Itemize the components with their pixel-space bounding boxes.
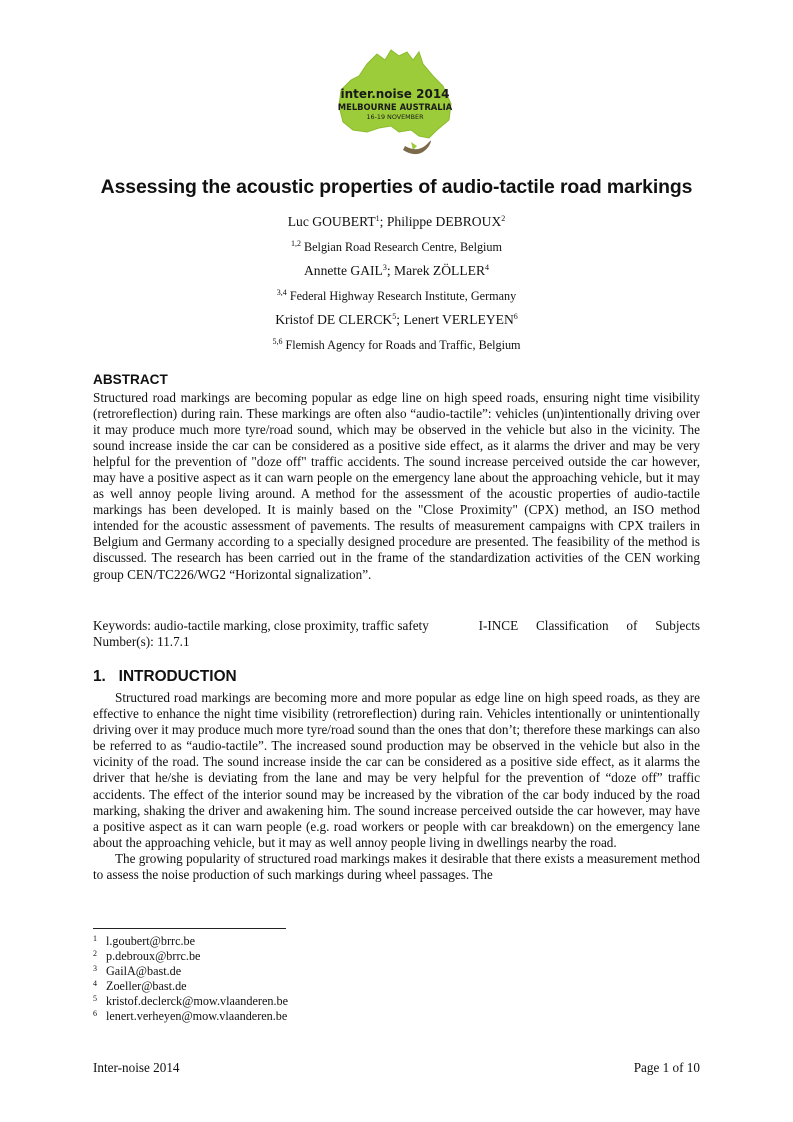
footnote-item xyxy=(93,994,288,1009)
author-sup: 6 xyxy=(513,312,518,321)
conference-logo xyxy=(333,46,457,164)
australia-map-logo-icon xyxy=(333,46,457,164)
affiliation-text: Belgian Road Research Centre, Belgium xyxy=(304,240,503,254)
footnote-number: 3 xyxy=(93,963,97,973)
author-name: Kristof DE CLERCK xyxy=(275,312,393,327)
footnote-email-link[interactable]: lenert.verheyen@mow.vlaanderen.be xyxy=(106,1008,288,1023)
footnote-number: 6 xyxy=(93,1008,97,1018)
footnote-email-link[interactable]: Zoeller@bast.de xyxy=(106,978,187,993)
footer-conference: Inter-noise 2014 xyxy=(93,1060,180,1075)
keywords-block xyxy=(93,618,700,650)
footnote-item xyxy=(93,979,288,994)
footnote-item xyxy=(93,964,288,979)
footnotes xyxy=(93,934,288,1023)
classification-word: I-INCE xyxy=(478,618,519,633)
footnote-number: 4 xyxy=(93,978,97,988)
keywords-text xyxy=(93,618,429,634)
footnote-number: 1 xyxy=(93,934,97,943)
introduction-body xyxy=(93,690,700,883)
section-heading-introduction: 1. INTRODUCTION xyxy=(93,668,237,685)
author-name: Lenert VERLEYEN xyxy=(403,312,514,327)
classification-word: Subjects xyxy=(655,618,700,633)
abstract-heading: ABSTRACT xyxy=(93,372,168,387)
author-sup: 2 xyxy=(501,214,506,223)
paragraph: Structured road markings are becoming more and more popular as edge line on high speed roads, as they are effective to enhance the night time visibility (retroreflection) during rain. Vehicles intentionally or unintentionally driving over it may produce much more tyre/road sound than the ones that don’t; therefore these markings can also be referred to as “audio-tactile”. The increased sound production may be observed in the vehicle but also in the vicinity of the road. The sound increase inside the car can be considered as a positive side effect, as it alarms the driver that he/she is deviating from the lane and may be very helpful for the prevention of “doze off” traffic accidents. The effect of the interior sound may be increased by the vibration of the car body induced by the road marking, shaking the driver and awakening him. The sound increase perceived outside the car however, may have a positive aspect as it can warn people (e.g. road workers or people with car breakdown) on the emergency lane about the approaching vehicle, but it may as well annoy people living in dwellings nearby the road. xyxy=(93,690,700,850)
footnote-number: 2 xyxy=(93,948,97,958)
author-sup: 3 xyxy=(382,263,387,272)
page-number: Page 1 of 10 xyxy=(633,1060,700,1075)
author-sup: 1 xyxy=(375,214,380,223)
keywords-line-2: Number(s): 11.7.1 xyxy=(93,634,190,650)
author-line-2: Annette GAIL$^3$; Marek ZÖLLER$^4$ xyxy=(303,263,490,278)
author-name: Annette GAIL xyxy=(303,263,383,278)
affiliation-sup: 5,6 xyxy=(272,337,283,346)
author-sup: 4 xyxy=(485,263,490,272)
footnote-email-link[interactable]: p.debroux@brrc.be xyxy=(106,948,201,963)
affiliation-line-2 xyxy=(93,289,700,304)
footnote-email-link[interactable]: GailA@bast.de xyxy=(106,963,182,978)
page-footer xyxy=(93,1060,700,1076)
footnote-rule xyxy=(93,928,286,929)
author-name: Marek ZÖLLER xyxy=(394,263,486,278)
affiliation-sup: 1,2 xyxy=(290,239,301,248)
keywords-label: Keywords: xyxy=(93,618,151,633)
paper-title: Assessing the acoustic properties of audio-tactile road markings xyxy=(100,176,693,198)
affiliation-line-1 xyxy=(93,240,700,255)
author-name: Philippe DEBROUX xyxy=(386,214,502,229)
footnote-item xyxy=(93,1009,288,1024)
footnote-item xyxy=(93,934,288,949)
footnote-email-link[interactable]: kristof.declerck@mow.vlaanderen.be xyxy=(106,993,288,1008)
abstract-text: Structured road markings are becoming popular as edge line on high speed roads, ensuring night time visibility (retroreflection) during rain. These markings are often also “audio-tactile”: vehicles (un)intentionally driving over it may produce much more tyre/road sound, which may be observed in the vehicle but also in the vicinity. The sound increase inside the car can be considered as a positive side effect, as it alarms the driver and may be very helpful for the prevention of "doze off" traffic accidents. The sound increase perceived outside the car however, may have a positive aspect as it can warn people on the emergency lane about the approaching vehicle, but it may as well annoy people living around. A method for the assessment of the acoustic properties of audio-tactile markings has been developed. It is mainly based on the "Close Proximity" (CPX) method, an ISO method intended for the acoustic assessment of pavements. The results of measurement campaigns with CPX trailers in Belgium and Germany according to a specially designed procedure are presented. The feasibility of the method is discussed. The research has been carried out in the frame of the standardization activities of the CEN working group CEN/TC226/WG2 “Horizontal signalization”. xyxy=(93,389,700,582)
paragraph: The growing popularity of structured road markings makes it desirable that there exists a measurement method to assess the noise production of such markings during wheel passages. The xyxy=(93,850,700,883)
affiliation-text: Flemish Agency for Roads and Traffic, Belgium xyxy=(285,338,521,352)
author-sup: 5 xyxy=(392,312,397,321)
author-line-3: Kristof DE CLERCK$^5$; Lenert VERLEYEN$^6$ xyxy=(275,312,518,327)
classification-word: Classification xyxy=(536,618,609,633)
keywords-line-1 xyxy=(93,618,700,634)
footnote-item xyxy=(93,949,288,964)
footnote-email-link[interactable]: l.goubert@brrc.be xyxy=(106,934,196,948)
logo-line2: MELBOURNE AUSTRALIA xyxy=(337,102,453,112)
logo-line1: inter.noise 2014 xyxy=(340,87,450,101)
affiliation-text: Federal Highway Research Institute, Germany xyxy=(289,289,517,303)
affiliation-line-3 xyxy=(93,338,700,353)
affiliation-sup: 3,4 xyxy=(276,288,287,297)
keywords-list: audio-tactile marking, close proximity, traffic safety xyxy=(154,618,429,633)
logo-line3: 16-19 NOVEMBER xyxy=(366,113,424,121)
footnote-number: 5 xyxy=(93,993,97,1003)
author-name: Luc GOUBERT xyxy=(287,214,376,229)
classification-word: of xyxy=(626,618,638,633)
author-line-1: Luc GOUBERT$^1$; Philippe DEBROUX$^2$ xyxy=(287,214,506,229)
